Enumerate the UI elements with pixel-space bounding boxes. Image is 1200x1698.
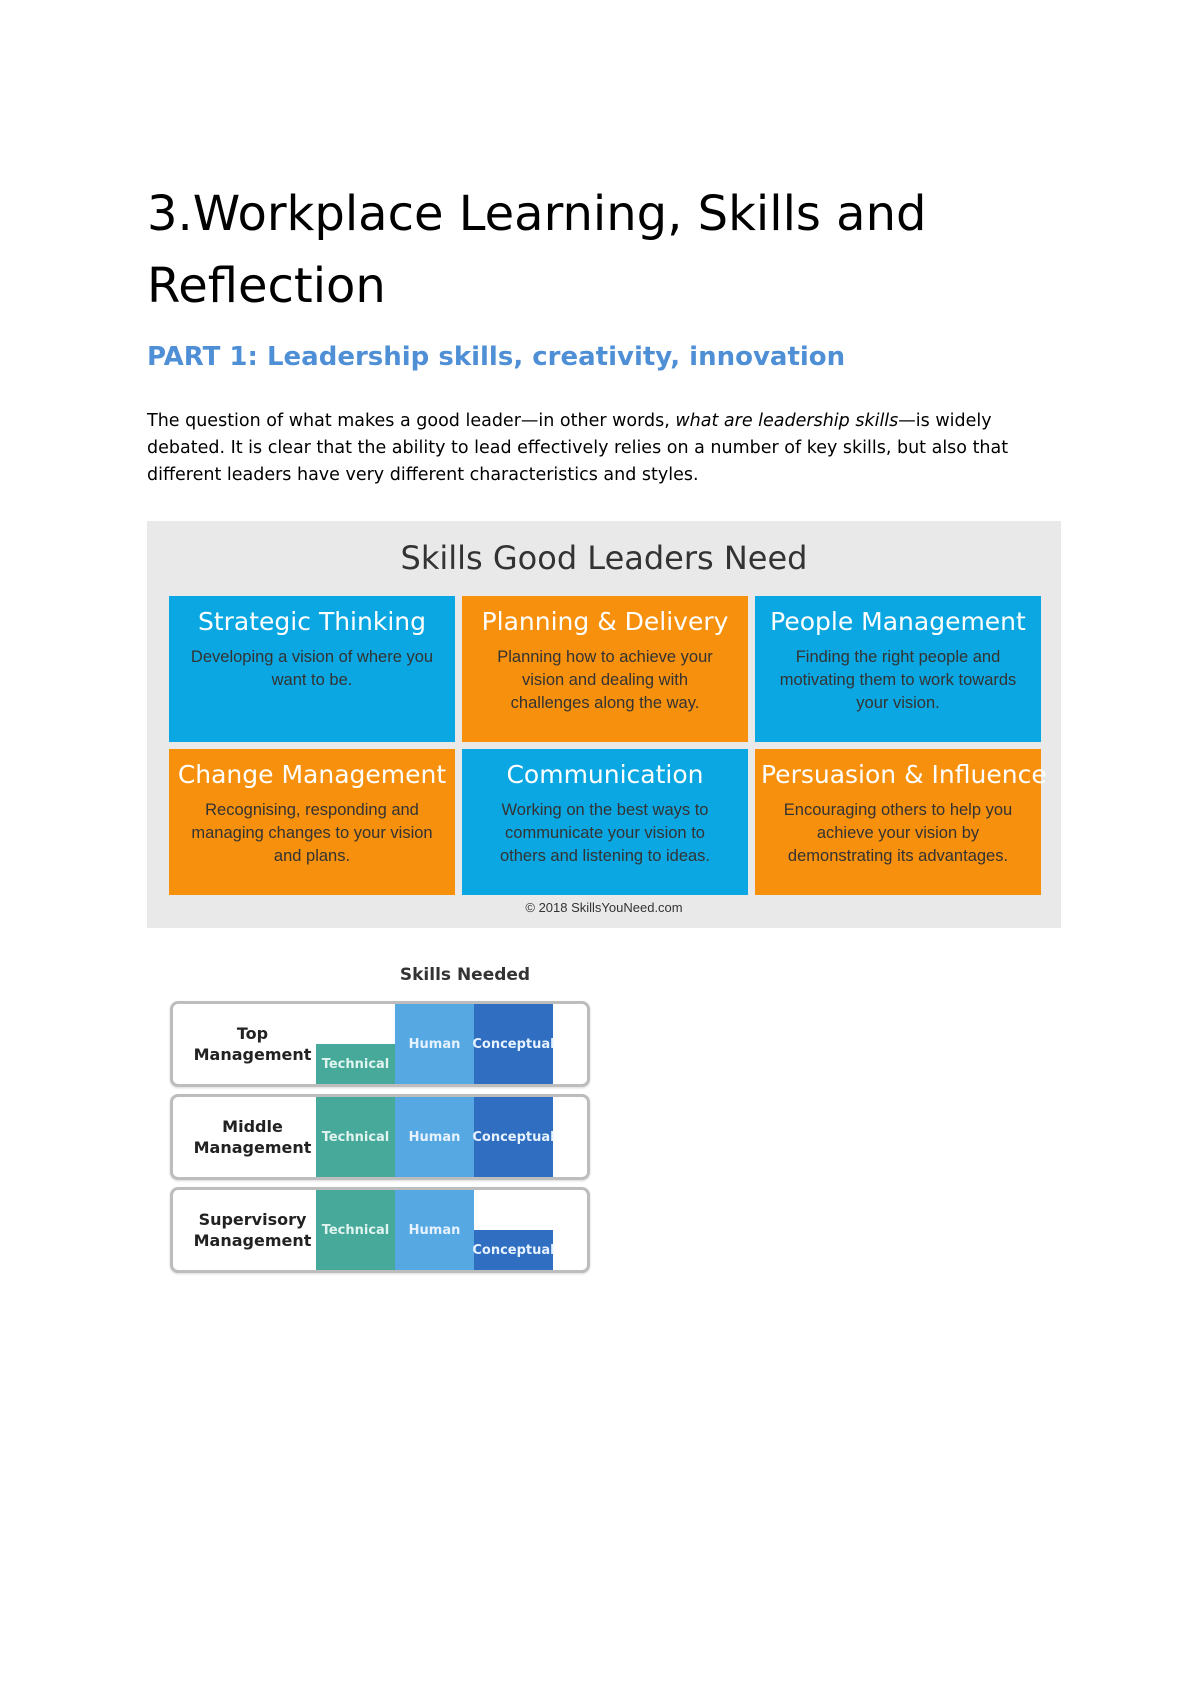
human-skill-bar: Human: [395, 1004, 474, 1084]
tile-persuasion-influence: [755, 749, 1047, 895]
page-title: 3.Workplace Learning, Skills and Reflection: [147, 186, 927, 314]
tile-description: Encouraging others to help you achieve your vision by demonstrating its advantages.: [783, 801, 1013, 865]
tile-title: People Management: [770, 607, 1026, 636]
intro-text-end: —is widely debated. It is clear that the ability to lead effectively relies on a number of key skills, but also that different leaders have very different characteristics and styles.: [147, 411, 1009, 485]
tile-description: Working on the best ways to communicate your vision to others and listening to ideas.: [499, 801, 711, 865]
tile-description: Developing a vision of where you want to be.: [190, 648, 434, 689]
infographic-title: Skills Good Leaders Need: [400, 539, 808, 577]
conceptual-skill-bar: Conceptual: [474, 1097, 553, 1177]
row-middle-management: [170, 1094, 590, 1180]
row-supervisory-management: [170, 1187, 590, 1273]
tile-title: Planning & Delivery: [481, 607, 729, 636]
tile-description: Recognising, responding and managing changes to your vision and plans.: [191, 801, 433, 865]
skills-needed-diagram: [165, 965, 595, 1275]
technical-skill-bar: Technical: [316, 1097, 395, 1177]
tile-communication: [462, 749, 748, 895]
tile-title: Communication: [506, 760, 704, 789]
management-level-label: Middle Management: [193, 1117, 312, 1157]
tile-people-management: [755, 596, 1041, 742]
tile-description: Finding the right people and motivating them to work towards your vision.: [779, 648, 1017, 712]
row-top-management: [170, 1001, 590, 1087]
technical-skill-bar: Technical: [316, 1044, 395, 1084]
part-heading: PART 1: Leadership skills, creativity, innovation: [147, 342, 846, 372]
infographic-credit: © 2018 SkillsYouNeed.com: [525, 900, 683, 915]
human-skill-bar: Human: [395, 1190, 474, 1270]
tile-planning-delivery: [462, 596, 748, 742]
tile-description: Planning how to achieve your vision and dealing with challenges along the way.: [497, 648, 713, 712]
intro-text-start: The question of what makes a good leader—in other words,: [147, 411, 676, 431]
tile-title: Strategic Thinking: [197, 607, 426, 636]
tile-change-management: [169, 749, 455, 895]
management-level-label: Supervisory Management: [193, 1210, 312, 1250]
conceptual-skill-bar: Conceptual: [474, 1004, 553, 1084]
conceptual-skill-bar: Conceptual: [474, 1230, 553, 1270]
tile-title: Persuasion & Influence: [761, 760, 1047, 789]
human-skill-bar: Human: [395, 1097, 474, 1177]
technical-skill-bar: Technical: [316, 1190, 395, 1270]
intro-emphasis: what are leadership skills: [675, 411, 899, 431]
diagram-title: Skills Needed: [399, 965, 531, 985]
intro-paragraph: [147, 408, 1047, 489]
tile-strategic-thinking: [169, 596, 455, 742]
skills-infographic: [147, 521, 1061, 928]
tile-title: Change Management: [177, 760, 447, 789]
management-level-label: Top Management: [193, 1024, 312, 1064]
